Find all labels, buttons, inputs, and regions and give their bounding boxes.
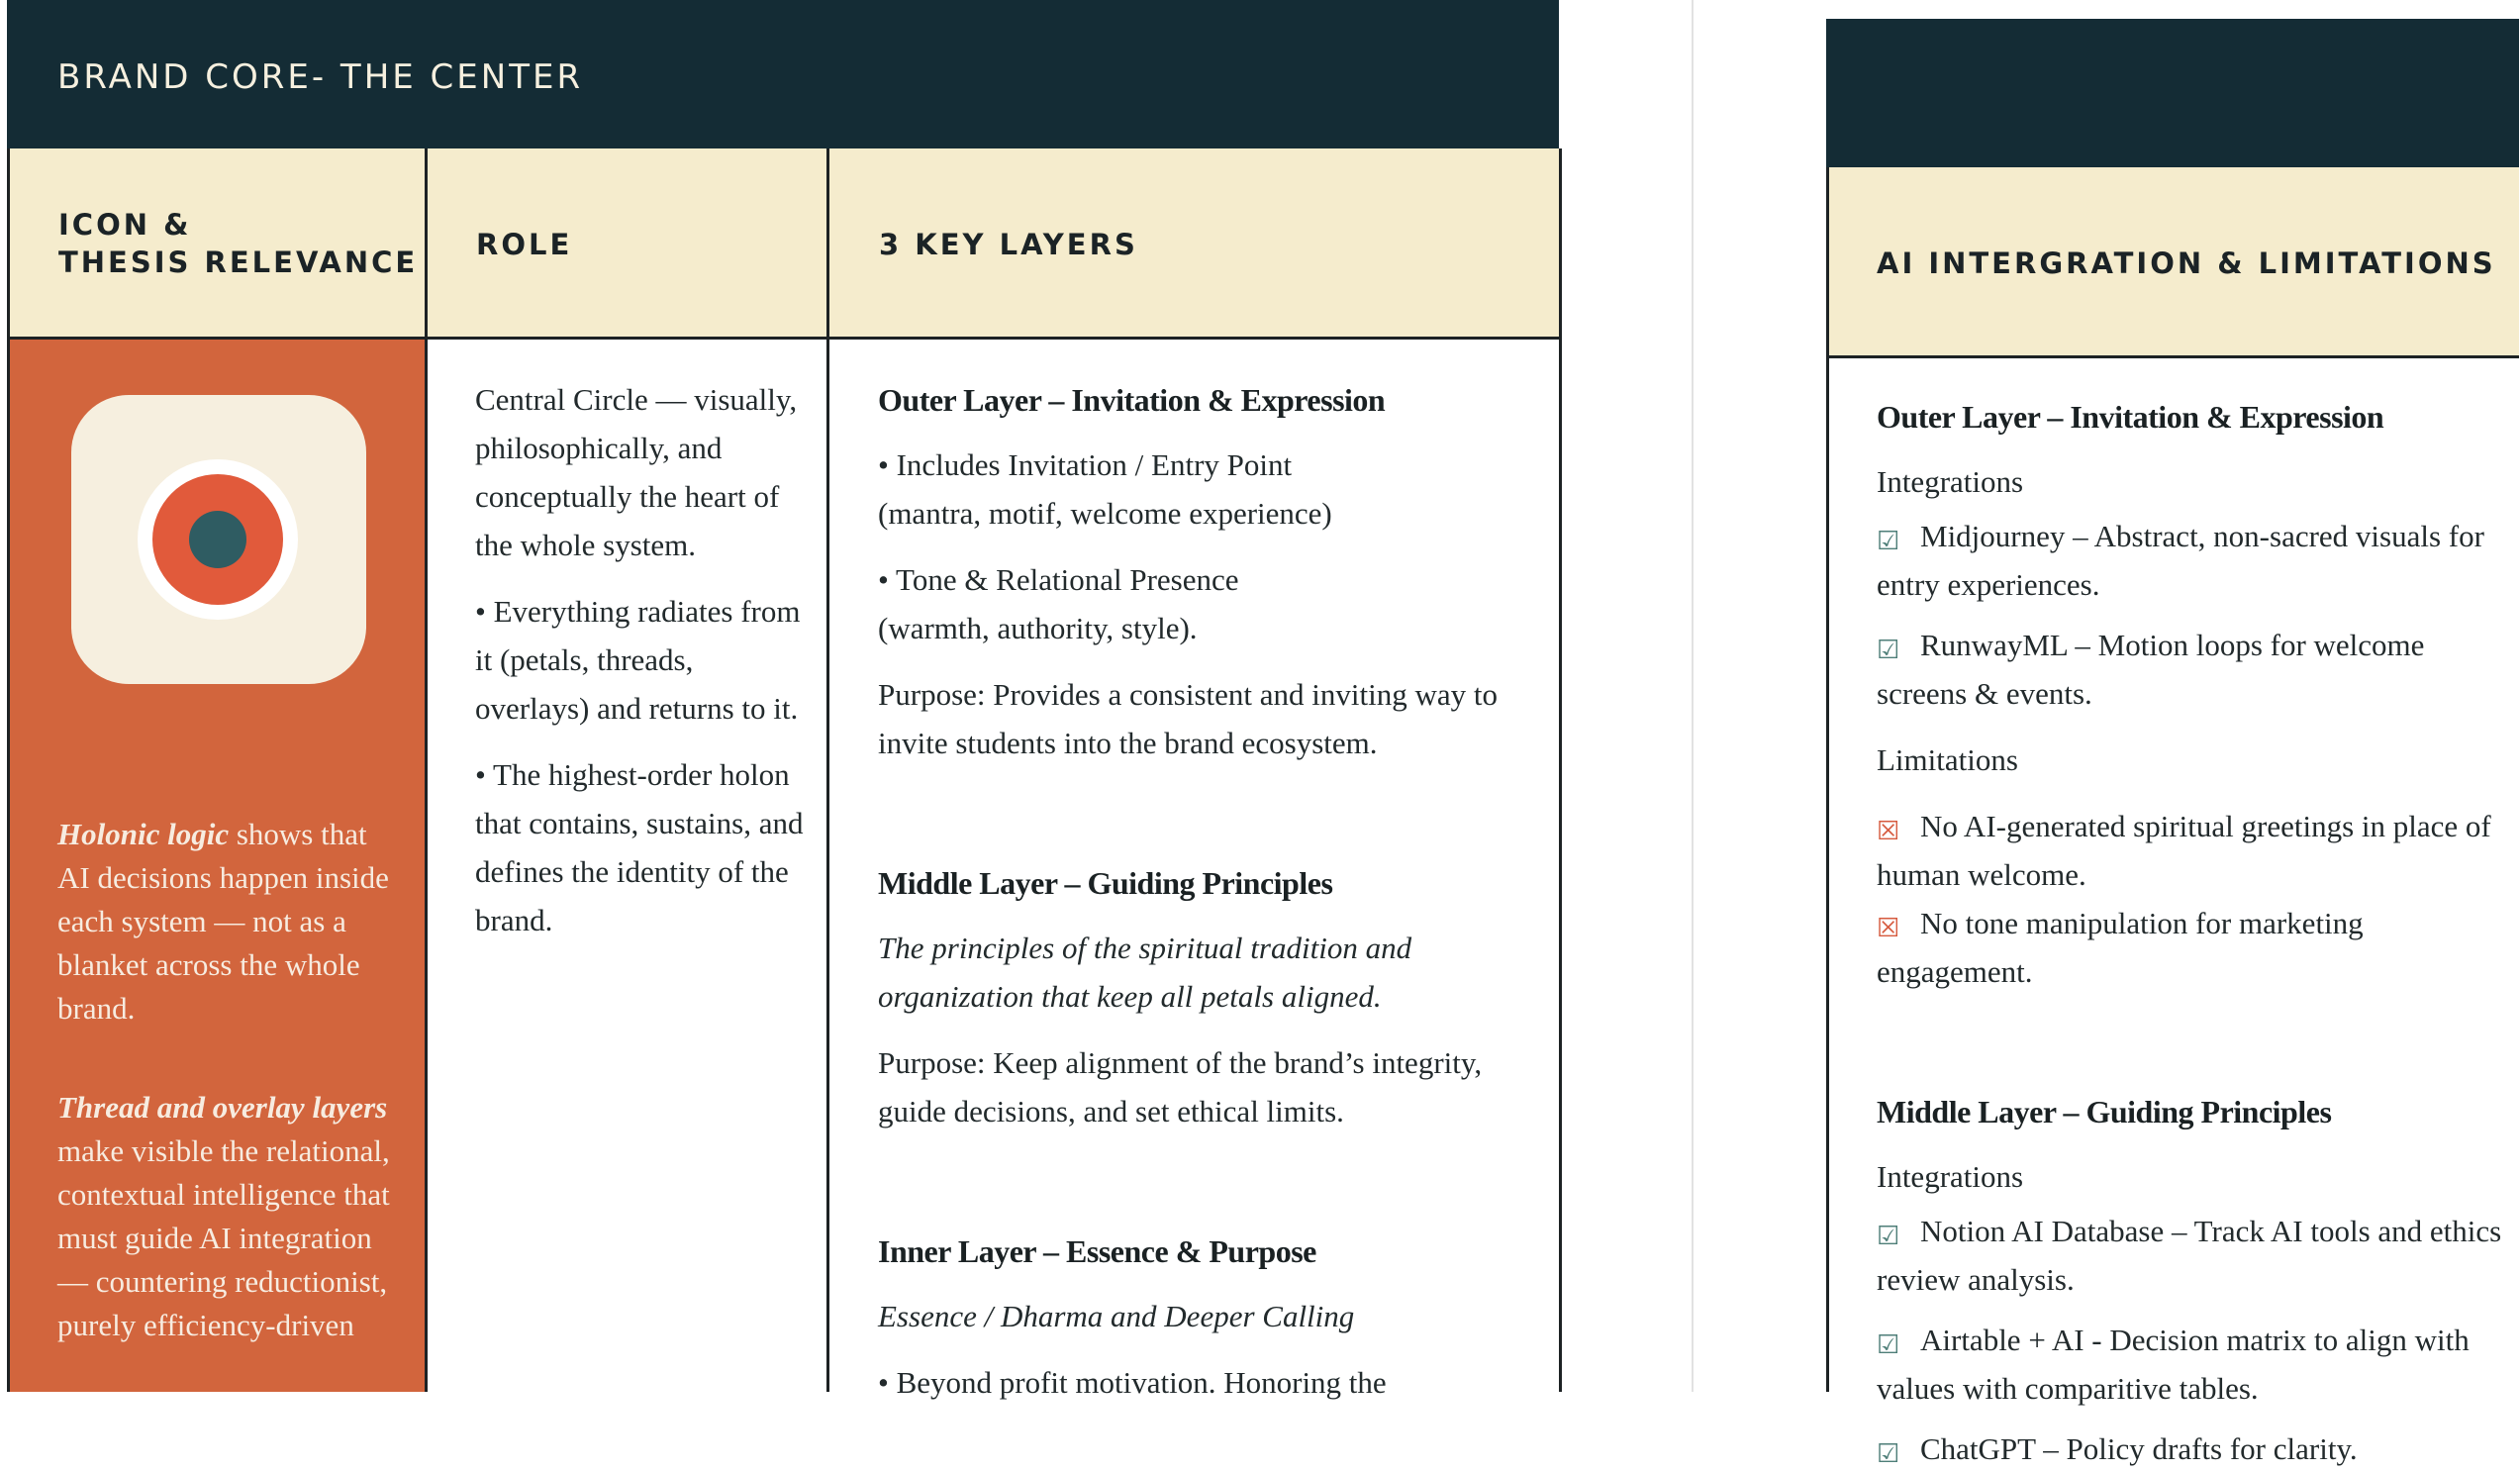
checkbox-crossed-icon: ☒	[1877, 817, 1900, 845]
header-role-label: ROLE	[476, 228, 573, 261]
inner-layer-title: Inner Layer – Essence & Purpose	[878, 1233, 1316, 1269]
middle-layer-title: Middle Layer – Guiding Principles	[878, 865, 1333, 901]
role-paragraph-3: • The highest-order holon that contains, sustains, and defines the identity of the brand.	[475, 757, 804, 937]
outer-purpose: Purpose: Provides a consistent and inviting way to invite students into the brand ecosystem.	[878, 677, 1498, 760]
ai-middle-integration-text: Notion AI Database – Track AI tools and ethics review analysis.	[1877, 1214, 2502, 1297]
outer-bullet-1a: • Includes Invitation / Entry Point	[878, 447, 1293, 482]
ai-content	[1826, 358, 2519, 1468]
header-layers-label: 3 KEY LAYERS	[879, 228, 1138, 261]
ai-limitation-item	[1877, 802, 2520, 899]
outer-bullet-1b: (mantra, motif, welcome experience)	[878, 496, 1332, 531]
checkbox-checked-icon: ☑	[1877, 636, 1900, 664]
inner-bullet-1: • Beyond profit motivation. Honoring the	[878, 1365, 1387, 1400]
holonic-emphasis: Holonic logic	[57, 817, 230, 851]
ai-integration-page	[1730, 0, 2502, 1468]
ai-banner	[1826, 19, 2519, 167]
ai-middle-integration-text: ChatGPT – Policy drafts for clarity.	[1920, 1431, 2358, 1466]
checkbox-checked-icon: ☑	[1877, 1439, 1900, 1468]
outer-bullet-2b: (warmth, authority, style).	[878, 611, 1198, 645]
outer-layer-title: Outer Layer – Invitation & Expression	[878, 382, 1386, 418]
outer-bullet-2a: • Tone & Relational Presence	[878, 562, 1239, 597]
ai-integration-text: Midjourney – Abstract, non-sacred visuals for entry experiences.	[1877, 519, 2484, 602]
middle-italic: The principles of the spiritual tradition and organization that keep all petals aligned.	[878, 931, 1412, 1014]
header-ai-label: AI INTERGRATION & LIMITATIONS	[1877, 246, 2496, 280]
ai-middle-integration-text: Airtable + AI - Decision matrix to align with values with comparitive tables.	[1877, 1323, 2470, 1406]
page-divider	[1692, 0, 1694, 1392]
thread-emphasis: Thread and overlay layers	[57, 1090, 388, 1125]
banner-title: BRAND CORE- THE CENTER	[57, 57, 584, 97]
ai-integration-item	[1877, 621, 2520, 718]
ai-middle-integration-item	[1877, 1316, 2520, 1413]
ai-middle-integration-item	[1877, 1207, 2520, 1304]
role-column	[428, 340, 829, 1392]
ai-limitation-item	[1877, 899, 2520, 996]
header-icon-line2: THESIS RELEVANCE	[58, 246, 419, 279]
ai-limitation-text: No tone manipulation for marketing engagement.	[1877, 906, 2364, 989]
header-icon-thesis	[7, 148, 428, 340]
thesis-text	[57, 813, 394, 1347]
holonic-paragraph	[57, 813, 394, 1031]
ai-limitation-text: No AI-generated spiritual greetings in place of human welcome.	[1877, 809, 2491, 892]
ai-integration-item	[1877, 512, 2520, 609]
icon-column	[7, 340, 428, 1392]
ai-limitations-label: Limitations	[1877, 742, 2018, 777]
brand-core-banner	[7, 0, 1559, 148]
ai-integration-text: RunwayML – Motion loops for welcome screens & events.	[1877, 628, 2425, 711]
header-ai-integration	[1826, 167, 2519, 358]
icon-tile	[71, 395, 366, 684]
thread-paragraph	[57, 1086, 394, 1347]
header-key-layers	[829, 148, 1562, 340]
ai-integrations-label: Integrations	[1877, 464, 2024, 499]
header-role	[428, 148, 829, 340]
header-icon-line1: ICON &	[58, 208, 192, 242]
checkbox-checked-icon: ☑	[1877, 1222, 1900, 1250]
ai-middle-integration-item	[1877, 1424, 2520, 1473]
ai-middle-integrations-label: Integrations	[1877, 1159, 2024, 1194]
target-circle-icon	[71, 395, 366, 684]
checkbox-crossed-icon: ☒	[1877, 914, 1900, 942]
inner-italic: Essence / Dharma and Deeper Calling	[878, 1299, 1355, 1333]
thread-text: make visible the relational, contextual intelligence that must guide AI integration — countering reductionist, purely efficiency-driven	[57, 1133, 390, 1342]
ai-outer-title: Outer Layer – Invitation & Expression	[1877, 399, 2384, 435]
checkbox-checked-icon: ☑	[1877, 1330, 1900, 1359]
layers-column	[829, 340, 1562, 1400]
holonic-text: shows that AI decisions happen inside each system — not as a blanket across the whole brand.	[57, 817, 389, 1026]
checkbox-checked-icon: ☑	[1877, 527, 1900, 555]
role-paragraph-1: Central Circle — visually, philosophically, and conceptually the heart of the whole system.	[475, 382, 798, 562]
middle-purpose: Purpose: Keep alignment of the brand’s integrity, guide decisions, and set ethical limits.	[878, 1045, 1483, 1129]
ai-middle-title: Middle Layer – Guiding Principles	[1877, 1094, 2332, 1129]
role-paragraph-2: • Everything radiates from it (petals, threads, overlays) and returns to it.	[475, 594, 801, 726]
